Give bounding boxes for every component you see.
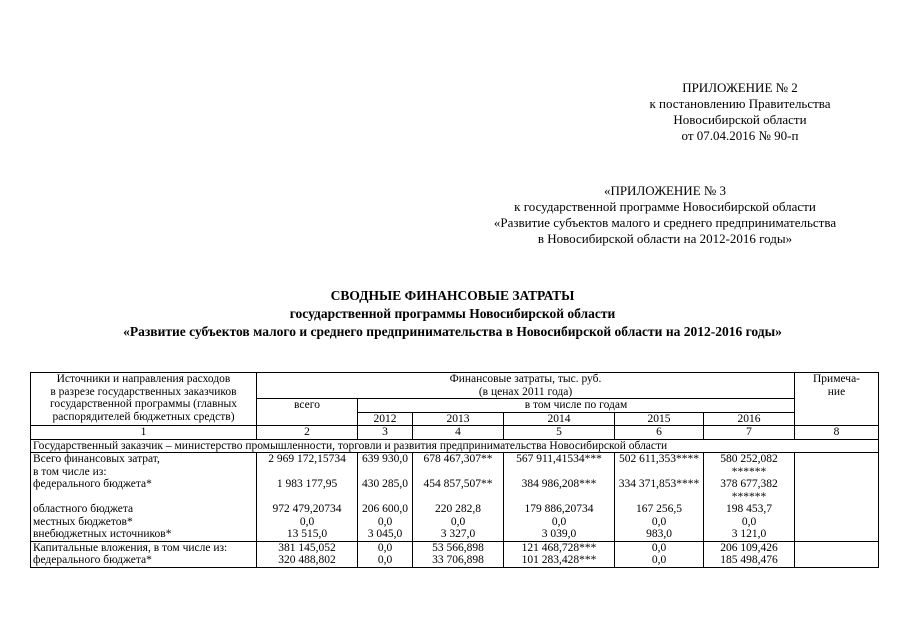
column-number: 6 [615, 426, 704, 440]
year-2014-values: 567 911,41534*** 384 986,208*** 179 886,20734 0,0 3 039,0 [504, 453, 615, 542]
total-values: 2 969 172,15734 1 983 177,95 972 479,20734 0,0 13 515,0 [257, 453, 358, 542]
table-row [31, 453, 879, 542]
year-2014-values: 121 468,728*** 101 283,428*** [504, 541, 615, 567]
annex-line: к государственной программе Новосибирской области [514, 199, 816, 214]
annex-line: «Развитие субъектов малого и среднего предпринимательства [493, 215, 837, 230]
program-annex-header [455, 183, 875, 247]
title-line: «Развитие субъектов малого и среднего предпринимательства в Новосибирской области на 2012-2016 годы» [123, 324, 782, 339]
annex-line: в Новосибирской области на 2012-2016 годы» [537, 231, 793, 246]
header-by-year: в том числе по годам [358, 399, 795, 413]
year-2013-values: 678 467,307** 454 857,507** 220 282,8 0,0 3 327,0 [413, 453, 504, 542]
column-number-row [31, 426, 879, 440]
header-year: 2016 [704, 412, 795, 426]
note-cell [795, 541, 879, 567]
table-row [31, 541, 879, 567]
annex-line: «ПРИЛОЖЕНИЕ № 3 [603, 183, 727, 198]
column-number: 3 [358, 426, 413, 440]
year-2012-values: 639 930,0 430 285,0 206 600,0 0,0 3 045,0 [358, 453, 413, 542]
year-2016-values: 580 252,082 ****** 378 677,382 ****** 198 453,7 0,0 3 121,0 [704, 453, 795, 542]
column-number: 8 [795, 426, 879, 440]
header-sources: Источники и направления расходов в разрезе государственных заказчиков государственной программы (главных распорядителей бюджетных средств) [31, 373, 257, 426]
annex-line: от 07.04.2016 № 90-п [681, 128, 799, 143]
column-number: 2 [257, 426, 358, 440]
row-labels: Всего финансовых затрат, в том числе из: федерального бюджета* областного бюджета местных бюджетов* внебюджетных источников* [31, 453, 257, 542]
annex-line: Новосибирской области [673, 112, 807, 127]
year-2013-values: 53 566,898 33 706,898 [413, 541, 504, 567]
column-number: 4 [413, 426, 504, 440]
header-year: 2013 [413, 412, 504, 426]
column-number: 7 [704, 426, 795, 440]
year-2015-values: 0,0 0,0 [615, 541, 704, 567]
year-2015-values: 502 611,353**** 334 371,853**** 167 256,5 0,0 983,0 [615, 453, 704, 542]
annex-line: ПРИЛОЖЕНИЕ № 2 [682, 80, 798, 95]
document-title [0, 287, 905, 341]
annex-line: к постановлению Правительства [649, 96, 831, 111]
column-number: 1 [31, 426, 257, 440]
header-year: 2014 [504, 412, 615, 426]
customer-row: Государственный заказчик – министерство промышленности, торговли и развития предпринимательства Новосибирской области [31, 439, 879, 453]
header-total: всего [257, 399, 358, 426]
financial-costs-table [30, 372, 879, 568]
header-year: 2012 [358, 412, 413, 426]
row-labels: Капитальные вложения, в том числе из: федерального бюджета* [31, 541, 257, 567]
year-2016-values: 206 109,426 185 498,476 [704, 541, 795, 567]
note-cell [795, 453, 879, 542]
header-year: 2015 [615, 412, 704, 426]
column-number: 5 [504, 426, 615, 440]
header-costs: Финансовые затраты, тыс. руб. (в ценах 2011 года) [257, 373, 795, 399]
header-note: Примеча- ние [795, 373, 879, 426]
total-values: 381 145,052 320 488,802 [257, 541, 358, 567]
annex-header [600, 80, 880, 144]
title-line: государственной программы Новосибирской области [289, 306, 616, 321]
year-2012-values: 0,0 0,0 [358, 541, 413, 567]
title-line: СВОДНЫЕ ФИНАНСОВЫЕ ЗАТРАТЫ [330, 288, 575, 303]
